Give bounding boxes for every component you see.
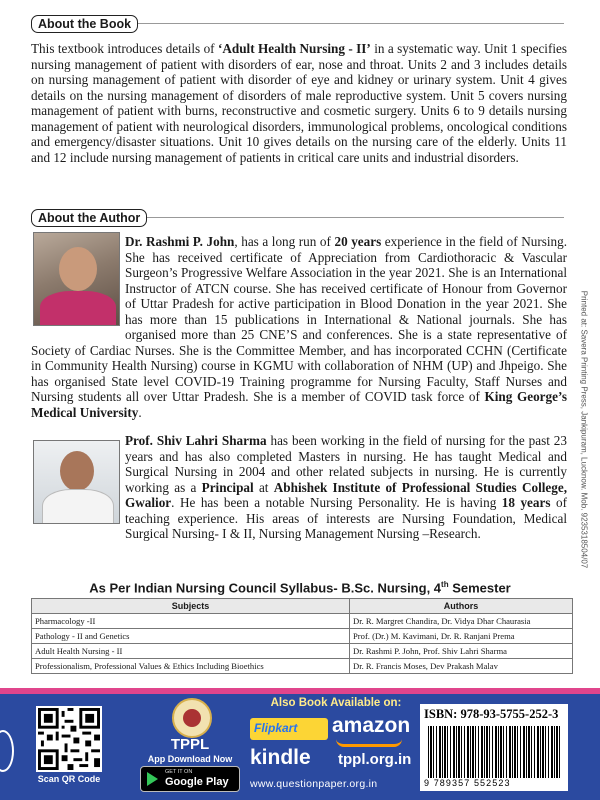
tppl-site-link[interactable]: tppl.org.in bbox=[338, 751, 412, 768]
about-book-text: This textbook introduces details of ‘Adult Health Nursing - II’ in a systematic way. Unit 1 specifies nursing management of patient with disorders of ear, nose and throat. Units 2 and 3 includes details on nursing management of patient with disorder of eye and kidney or urinary system. Unit 4 gives details on the nursing management of disorders of male reproductive system. Unit 5 covers nursing management of patient with burns, reconstructive and cosmetic surgery. Units 6 to 9 details nursing management of patient with neurological disorders, immunological problems, oncological conditions and emergency/disaster situations. Unit 10 gives details on the nursing care of the elderly. Units 11 and 12 include nursing management of patients in critical care units and industrial disorders. bbox=[31, 41, 568, 165]
isbn-barcode-box bbox=[420, 704, 568, 791]
isbn-number: ISBN: 978-93-5755-252-3 bbox=[424, 707, 559, 721]
ring-graphic bbox=[0, 730, 14, 772]
table-row bbox=[32, 659, 573, 674]
google-play-badge[interactable] bbox=[140, 766, 240, 792]
table-cell: Dr. Rashmi P. John, Prof. Shiv Lahri Sharma bbox=[350, 644, 573, 659]
author2-photo bbox=[33, 440, 120, 524]
kindle-logo[interactable]: kindle bbox=[250, 746, 311, 769]
printer-credit: Printed at: Savera Printing Press, Jankipuram, Lucknow. Mob. 9235318504/07 bbox=[579, 290, 589, 569]
app-download-text: App Download Now bbox=[147, 754, 233, 764]
table-cell: Dr. R. Francis Moses, Dev Prakash Malav bbox=[350, 659, 573, 674]
table-header: Subjects bbox=[32, 599, 350, 614]
author1-bio: Dr. Rashmi P. John, has a long run of 20 years experience in the field of Nursing. She has received certificate of Appreciation from Cardiothoracic & Vascular Surgeon’s Progressive Welfare Association in the year 2021. She is an International Instructor of ATCN course. She has received certificate of Honour from Governor of Uttar Pradesh for active participation in Blood Donation in the year 2021. She has more than 15 publications in International & National journals. She has organised more than 25 CNE’S and conferences. She is a state representative of Society of Cardiac Nurses. She is the Committee Member, and has incorporated CCHN (Certificate in Community Health Nursing) course in KGMU with collaboration of NHM (UP) and Jhpeigo. She has organised State level COVID-19 Training programme for Nursing Faculty, Staff Nurses and Nursing students all over Uttar Pradesh. She is a member of COVID task force of King George’s Medical University. bbox=[31, 234, 568, 420]
brand-name: TPPL bbox=[170, 736, 210, 753]
table-cell: Professionalism, Professional Values & Ethics Including Bioethics bbox=[32, 659, 350, 674]
syllabus-title: As Per Indian Nursing Council Syllabus- B.Sc. Nursing, 4th Semester bbox=[89, 580, 511, 596]
also-available-text: Also Book Available on: bbox=[270, 697, 402, 709]
table-cell: Adult Health Nursing - II bbox=[32, 644, 350, 659]
author2-bio: Prof. Shiv Lahri Sharma has been working in the field of nursing for the past 23 years and has also completed Masters in nursing. He has taught Medical and Surgical Nursing in 2004 and other related subjects in nursing. He is currently working as a Principal at Abhishek Institute of Professional Studies College, Gwalior. He has been a notable Nursing Personality. He is having 18 years of teaching experience. His areas of interests are Nursing Foundation, Medical Surgical Nursing- I & II, Nursing Management Nursing –Research. bbox=[125, 433, 567, 541]
questionpaper-site-link[interactable]: www.questionpaper.org.in bbox=[250, 778, 378, 790]
table-row bbox=[32, 644, 573, 659]
amazon-logo[interactable]: amazon bbox=[332, 714, 411, 737]
syllabus-table bbox=[31, 598, 573, 674]
about-author-heading: About the Author bbox=[31, 209, 147, 227]
gplay-label: Google Play bbox=[165, 776, 229, 788]
table-cell: Pathology - II and Genetics bbox=[32, 629, 350, 644]
amazon-smile-icon bbox=[336, 739, 402, 747]
footer-band bbox=[0, 694, 600, 800]
barcode-digits: 9 789357 552523 bbox=[424, 778, 511, 788]
table-cell: Prof. (Dr.) M. Kavimani, Dr. R. Ranjani Prema bbox=[350, 629, 573, 644]
table-row bbox=[32, 629, 573, 644]
tppl-logo-icon bbox=[172, 698, 212, 738]
flipkart-logo[interactable]: Flipkart bbox=[250, 718, 328, 740]
barcode bbox=[428, 726, 560, 778]
table-header-row bbox=[32, 599, 573, 614]
table-row bbox=[32, 614, 573, 629]
play-store-icon bbox=[147, 772, 158, 786]
qr-caption: Scan QR Code bbox=[37, 774, 101, 784]
table-header: Authors bbox=[350, 599, 573, 614]
qr-code-icon bbox=[38, 708, 100, 770]
about-book-heading: About the Book bbox=[31, 15, 138, 33]
qr-code[interactable] bbox=[36, 706, 102, 772]
gplay-small-text: GET IT ON bbox=[165, 769, 193, 775]
table-cell: Pharmacology -II bbox=[32, 614, 350, 629]
table-cell: Dr. R. Margret Chandira, Dr. Vidya Dhar Chaurasia bbox=[350, 614, 573, 629]
